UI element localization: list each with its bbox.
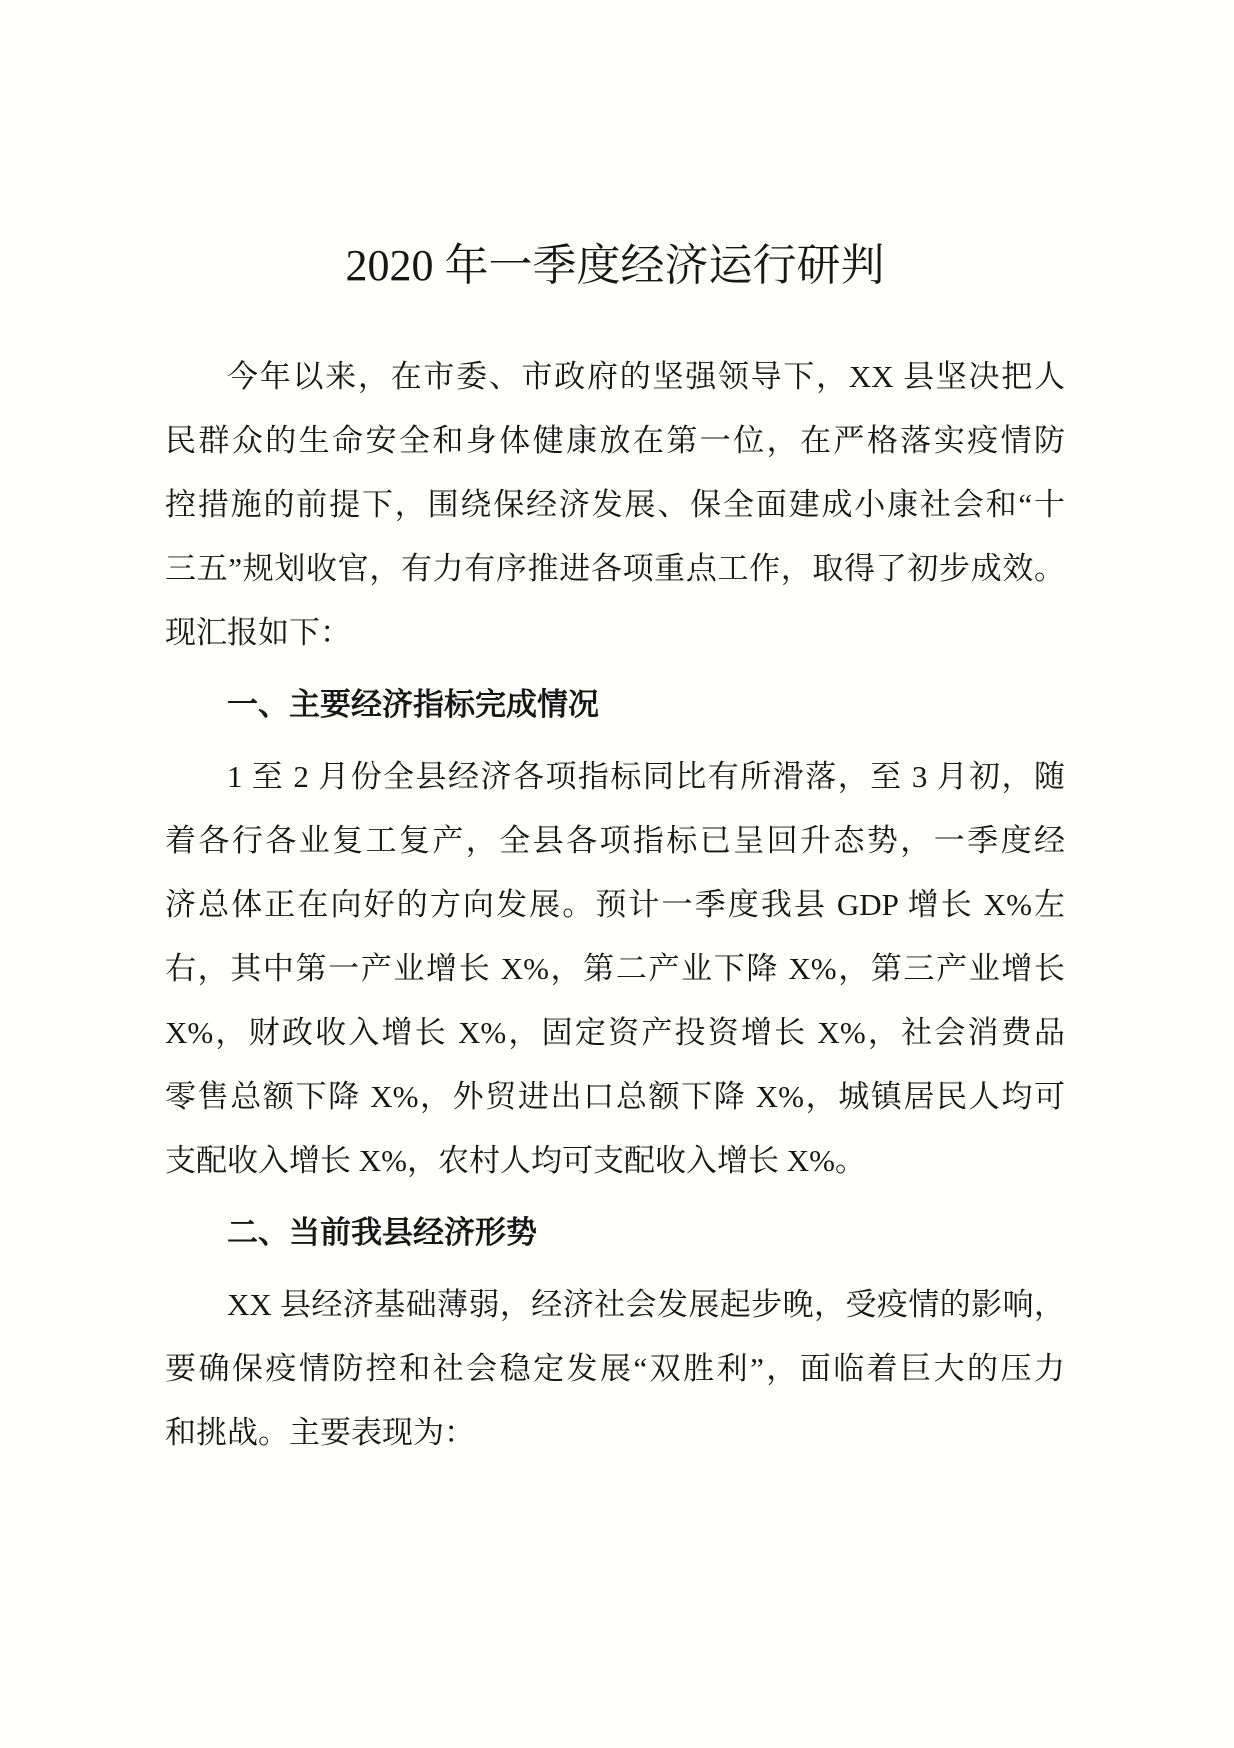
paragraph-line: 现汇报如下： [165,615,351,650]
section-heading-1: 一、主要经济指标完成情况 [227,687,599,722]
paragraph-line: 控措施的前提下，围绕保经济发展、保全面建成小康社会和“十 [165,487,1065,522]
paragraph-line: XX 县经济基础薄弱，经济社会发展起步晚，受疫情的影响， [227,1287,1065,1322]
document-title: 2020 年一季度经济运行研判 [345,241,885,290]
paragraph-line: 支配收入增长 X%，农村人均可支配收入增长 X%。 [165,1143,866,1178]
paragraph-line: X%，财政收入增长 X%，固定资产投资增长 X%，社会消费品 [165,1015,1065,1050]
paragraph-line: 和挑战。主要表现为： [165,1415,475,1450]
paragraph-line: 零售总额下降 X%，外贸进出口总额下降 X%，城镇居民人均可 [165,1079,1065,1114]
paragraph-line: 今年以来，在市委、市政府的坚强领导下，XX 县坚决把人 [227,359,1065,394]
paragraph-line: 右，其中第一产业增长 X%，第二产业下降 X%，第三产业增长 [165,951,1065,986]
document-body [165,345,1065,1465]
paragraph-line: 三五”规划收官，有力有序推进各项重点工作，取得了初步成效。 [165,551,1065,586]
paragraph-line: 民群众的生命安全和身体健康放在第一位，在严格落实疫情防 [165,423,1065,458]
paragraph-line: 着各行各业复工复产，全县各项指标已呈回升态势，一季度经 [165,823,1065,858]
paragraph-line: 济总体正在向好的方向发展。预计一季度我县 GDP 增长 X%左 [165,887,1065,922]
section-heading-2: 二、当前我县经济形势 [227,1215,537,1250]
paragraph-line: 1 至 2 月份全县经济各项指标同比有所滑落，至 3 月初，随 [227,759,1065,794]
paragraph-line: 要确保疫情防控和社会稳定发展“双胜利”，面临着巨大的压力 [165,1351,1065,1386]
